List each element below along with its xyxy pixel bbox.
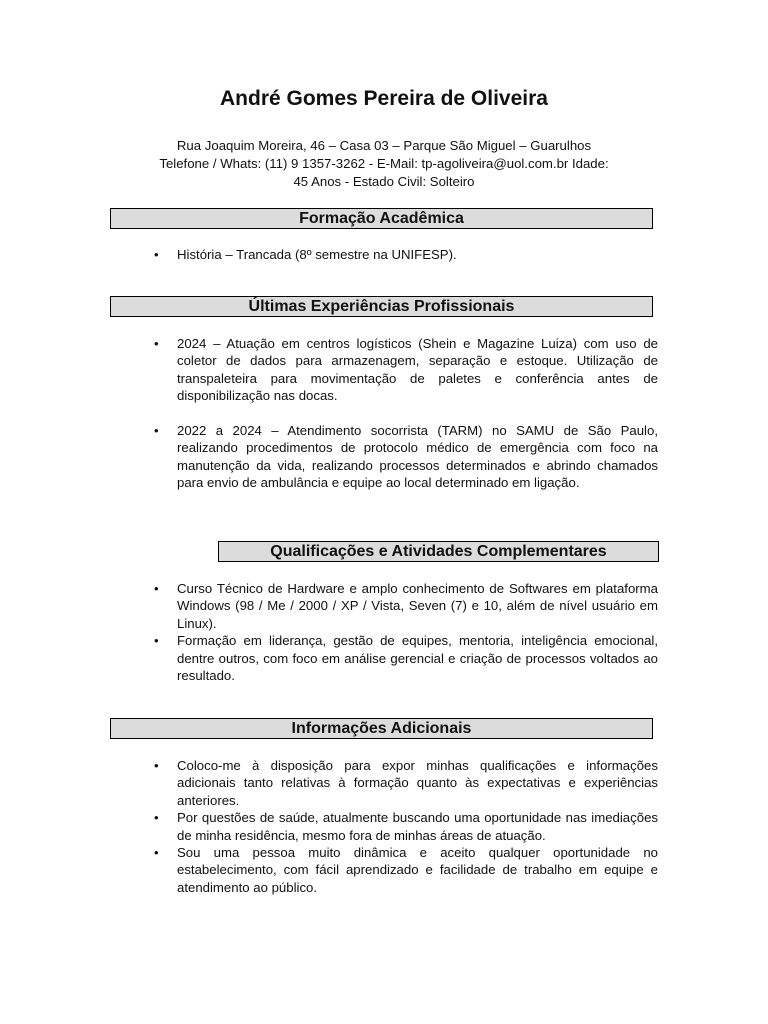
qualificacoes-list (154, 580, 658, 684)
address-line: Rua Joaquim Moreira, 46 – Casa 03 – Parque São Miguel – Guarulhos (176, 138, 592, 153)
bullet-icon: • (154, 581, 159, 596)
list-item (154, 246, 658, 263)
list-item (154, 632, 658, 684)
item-text: História – Trancada (8º semestre na UNIFESP). (177, 247, 457, 262)
list-item (154, 757, 658, 809)
item-text: 2022 a 2024 – Atendimento socorrista (TARM) no SAMU de São Paulo, realizando procedimentos de protocolo médico de emergência com foco na manutenção da vida, realizando processos determinados e abrindo chamados para envio de ambulância e equipe ao local determinado em ligação. (177, 423, 658, 491)
item-text: Coloco-me à disposição para expor minhas qualificações e informações adicionais tanto relativas à formação quanto às expectativas e experiências anteriores. (177, 758, 658, 808)
list-item (154, 422, 658, 492)
item-text: Curso Técnico de Hardware e amplo conhecimento de Softwares em plataforma Windows (98 / Me / 2000 / XP / Vista, Seven (7) e 10, além de nível usuário em Linux). (177, 581, 658, 631)
experiencias-list (154, 335, 658, 405)
adicionais-list (154, 757, 658, 896)
item-text: Formação em liderança, gestão de equipes, mentoria, inteligência emocional, dentre outros, com foco em análise gerencial e criação de processos voltados ao resultado. (177, 633, 658, 684)
list-item (154, 809, 658, 844)
bullet-icon: • (154, 633, 159, 649)
candidate-name: André Gomes Pereira de Oliveira (220, 87, 548, 110)
experiencias-list-2 (154, 422, 658, 492)
bullet-icon: • (154, 336, 159, 351)
bullet-icon: • (154, 845, 159, 861)
section-title-qualificacoes: Qualificações e Atividades Complementares (218, 541, 659, 562)
item-text: Sou uma pessoa muito dinâmica e aceito qualquer oportunidade no estabelecimento, com fácil aprendizado e facilidade de trabalho em equipe e atendimento ao público. (177, 845, 658, 895)
phone-email-line: Telefone / Whats: (11) 9 1357-3262 - E-Mail: tp-agoliveira@uol.com.br Idade: (159, 156, 609, 171)
section-title-adicionais: Informações Adicionais (110, 718, 653, 739)
formacao-list (154, 246, 658, 263)
list-item (154, 580, 658, 632)
list-item (154, 335, 658, 405)
section-title-experiencias: Últimas Experiências Profissionais (110, 296, 653, 317)
section-title-formacao: Formação Acadêmica (110, 208, 653, 229)
item-text: Por questões de saúde, atualmente buscando uma oportunidade nas imediações de minha residência, mesmo fora de minhas áreas de atuação. (177, 810, 658, 843)
bullet-icon: • (154, 758, 159, 773)
bullet-icon: • (154, 810, 159, 826)
list-item (154, 844, 658, 896)
bullet-icon: • (154, 423, 159, 438)
item-text: 2024 – Atuação em centros logísticos (Shein e Magazine Luiza) com uso de coletor de dados para armazenagem, separação e estoque. Utilização de transpaleteira para movimentação de paletes e conferência antes de disponibilização nas docas. (177, 336, 658, 404)
bullet-icon: • (154, 247, 159, 262)
age-civil-status-line: 45 Anos - Estado Civil: Solteiro (293, 174, 475, 189)
